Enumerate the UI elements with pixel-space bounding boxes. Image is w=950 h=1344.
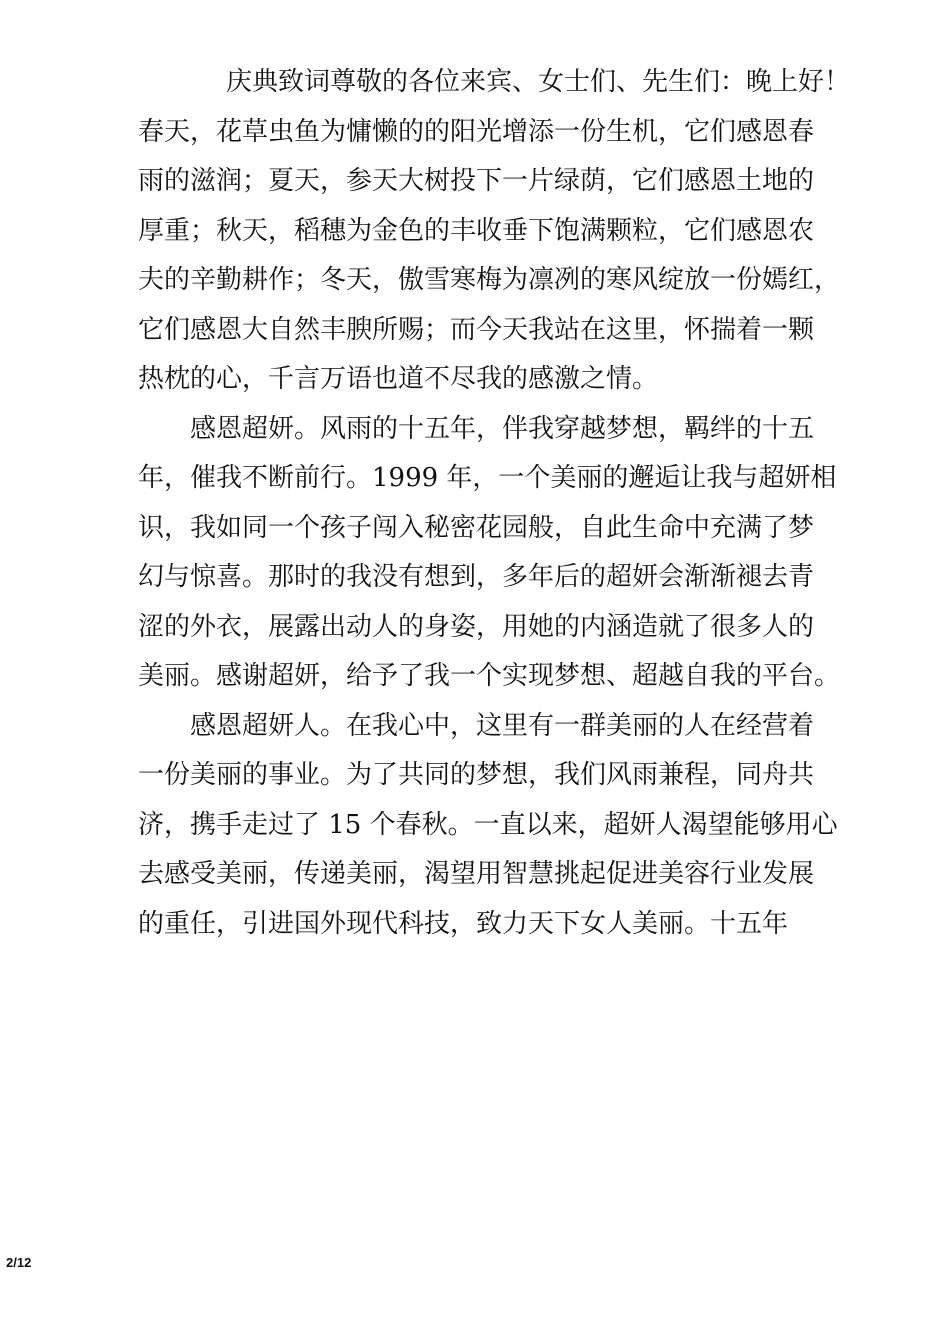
- text-line: 夫的辛勤耕作；冬天，傲雪寒梅为凛冽的寒风绽放一份嫣红，: [138, 265, 841, 295]
- text-line-paragraph-start: 感恩超妍人。在我心中，这里有一群美丽的人在经营着: [190, 710, 815, 741]
- text-line: 春天，花草虫鱼为慵懒的的阳光增添一份生机，它们感恩春: [138, 116, 815, 147]
- text-line-paragraph-start: 感恩超妍。风雨的十五年，伴我穿越梦想，羁绊的十五: [190, 413, 815, 444]
- text-line: 美丽。感谢超妍，给予了我一个实现梦想、超越自我的平台。: [138, 661, 841, 691]
- text-line: 去感受美丽，传递美丽，渴望用智慧挑起促进美容行业发展: [138, 859, 815, 889]
- text-line: 雨的滋润；夏天，参天大树投下一片绿荫，它们感恩土地的: [138, 166, 815, 196]
- body-text: [138, 58, 858, 949]
- text-line: 热枕的心，千言万语也道不尽我的感激之情。: [138, 364, 659, 394]
- text-line: 幻与惊喜。那时的我没有想到，多年后的超妍会渐渐褪去青: [138, 562, 815, 592]
- text-line: 涩的外衣，展露出动人的身姿，用她的内涵造就了很多人的: [138, 611, 815, 642]
- text-line: 厚重；秋天，稻穗为金色的丰收垂下饱满颗粒，它们感恩农: [138, 215, 815, 246]
- page-number: 2/12: [6, 1255, 32, 1270]
- text-line: 年，催我不断前行。1999 年，一个美丽的邂逅让我与超妍相: [138, 463, 837, 493]
- text-line: 它们感恩大自然丰腴所赐；而今天我站在这里，怀揣着一颗: [138, 314, 815, 345]
- text-line-greeting: 庆典致词尊敬的各位来宾、女士们、先生们：晚上好！: [226, 67, 851, 97]
- text-line: 的重任，引进国外现代科技，致力天下女人美丽。十五年: [138, 908, 789, 939]
- text-line: 济，携手走过了 15 个春秋。一直以来，超妍人渴望能够用心: [138, 809, 838, 840]
- text-line: 识，我如同一个孩子闯入秘密花园般，自此生命中充满了梦: [138, 512, 815, 543]
- text-line: 一份美丽的事业。为了共同的梦想，我们风雨兼程，同舟共: [138, 760, 815, 790]
